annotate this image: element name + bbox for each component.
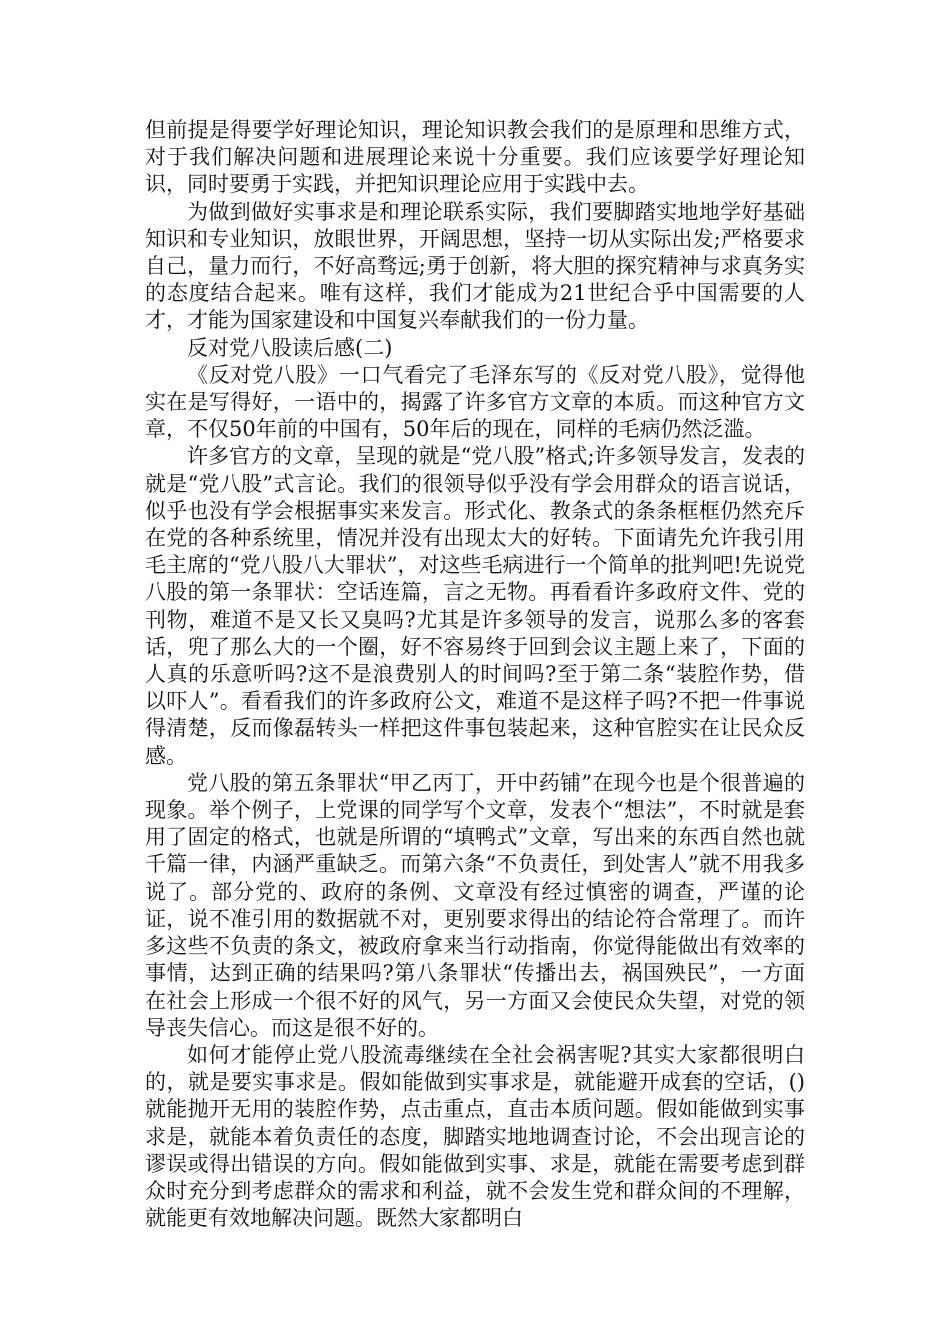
document-page bbox=[145, 117, 805, 1232]
paragraph-intro: 《反对党八股》一口气看完了毛泽东写的《反对党八股》，觉得他实在是写得好，一语中的，揭露了许多官方文章的本质。而这种官方文章，不仅50年前的中国有，50年后的现在，同样的毛病仍然泛滥。 bbox=[145, 362, 805, 442]
paragraph-solution: 如何才能停止党八股流毒继续在全社会祸害呢?其实大家都很明白的，就是要实事求是。假如能做到实事求是，就能避开成套的空话，()就能抛开无用的装腔作势，点击重点，直击本质问题。假如能做到实事求是，就能本着负责任的态度，脚踏实地地调查讨论，不会出现言论的谬误或得出错误的方向。假如能做到实事、求是，就能在需要考虑到群众时充分到考虑群众的需求和利益，就不会发生党和群众间的不理解，就能更有效地解决问题。既然大家都明白 bbox=[145, 1042, 805, 1231]
paragraph-continued: 但前提是得要学好理论知识，理论知识教会我们的是原理和思维方式，对于我们解决问题和进展理论来说十分重要。我们应该要学好理论知识，同时要勇于实践，并把知识理论应用于实践中去。 bbox=[145, 118, 805, 197]
paragraph-criticism: 许多官方的文章，呈现的就是“党八股”格式;许多领导发言，发表的就是“党八股”式言论。我们的很领导似乎没有学会用群众的语言说话，似乎也没有学会根据事实来发言。形式化、教条式的条条框框仍然充斥在党的各种系统里，情况并没有出现太大的好转。下面请先允许我引用毛主席的“党八股八大罪状”，对这些毛病进行一个简单的批判吧!先说党八股的第一条罪状：空话连篇，言之无物。再看看许多政府文件、党的刊物，难道不是又长又臭吗?尤其是许多领导的发言，说那么多的客套话，兜了那么大的一个圈，好不容易终于回到会议主题上来了，下面的人真的乐意听吗?这不是浪费别人的时间吗?至于第二条“装腔作势，借以吓人”。看看我们的许多政府公文，难道不是这样子吗?不把一件事说得清楚，反而像磊转头一样把这件事包装起来，这种官腔实在让民众反感。 bbox=[145, 444, 805, 768]
paragraph-fifth-crime: 党八股的第五条罪状“甲乙丙丁，开中药铺”在现今也是个很普遍的现象。举个例子，上党课的同学写个文章，发表个“想法”，不时就是套用了固定的格式，也就是所谓的“填鸭式”文章，写出来的东西自然也就千篇一律，内涵严重缺乏。而第六条“不负责任，到处害人”就不用我多说了。部分党的、政府的条例、文章没有经过慎密的调查，严谨的论证，说不准引用的数据就不对，更别要求得出的结论符合常理了。而许多这些不负责的条文，被政府拿来当行动指南，你觉得能做出有效率的事情，达到正确的结果吗?第八条罪状“传播出去，祸国殃民”，一方面在社会上形成一个很不好的风气，另一方面又会使民众失望，对党的领导丧失信心。而这是很不好的。 bbox=[145, 770, 805, 1040]
paragraph-practice: 为做到做好实事求是和理论联系实际，我们要脚踏实地地学好基础知识和专业知识，放眼世界，开阔思想，坚持一切从实际出发;严格要求自己，量力而行，不好高骛远;勇于创新，将大胆的探究精神与求真务实的态度结合起来。唯有这样，我们才能成为21世纪合乎中国需要的人才，才能为国家建设和中国复兴奉献我们的一份力量。 bbox=[145, 199, 805, 333]
section-heading: 反对党八股读后感(二) bbox=[187, 335, 393, 360]
